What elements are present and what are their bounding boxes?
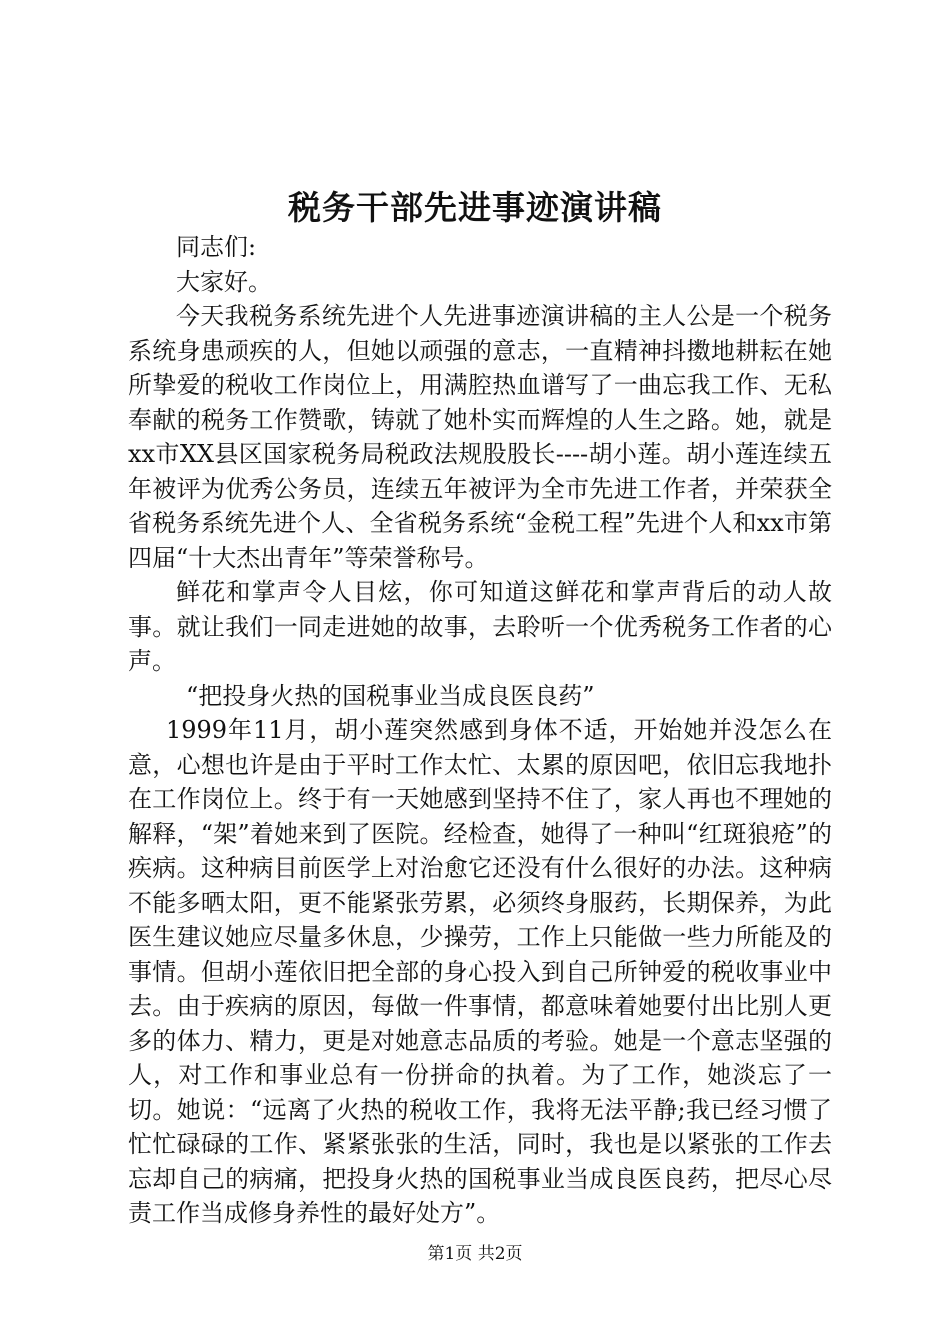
document-title: 税务干部先进事迹演讲稿: [288, 188, 662, 227]
page-footer: 第1页 共2页: [427, 1244, 523, 1264]
story-paragraph: 1999年11月，胡小莲突然感到身体不适，开始她并没怎么在意，心想也许是由于平时工作太忙、太累的原因吧，依旧忘我地扑在工作岗位上。终于有一天她感到坚持不住了，家人再也不理她的解释，“架”着她来到了医院。经检查，她得了一种叫“红斑狼疮”的疾病。这种病目前医学上对治愈它还没有什么很好的办法。这种病不能多晒太阳，更不能紧张劳累，必须终身服药，长期保养，为此医生建议她应尽量多休息，少操劳，工作上只能做一些力所能及的事情。但胡小莲依旧把全部的身心投入到自己所钟爱的税收事业中去。由于疾病的原因，每做一件事情，都意味着她要付出比别人更多的体力、精力，更是对她意志品质的考验。她是一个意志坚强的人，对工作和事业总有一份拼命的执着。为了工作，她淡忘了一切。她说：“远离了火热的税收工作，我将无法平静;我已经习惯了忙忙碌碌的工作、紧紧张张的生活，同时，我也是以紧张的工作去忘却自己的病痛，把投身火热的国税事业当成良医良药，把尽心尽责工作当成修身养性的最好处方”。: [128, 716, 832, 1227]
salutation-paragraph: 同志们:: [176, 233, 257, 261]
greeting-paragraph: 大家好。: [176, 267, 272, 296]
section-heading: “把投身火热的国税事业当成良医良药”: [186, 681, 595, 710]
document-body: [128, 230, 832, 1231]
transition-paragraph: 鲜花和掌声令人目炫，你可知道这鲜花和掌声背后的动人故事。就让我们一同走进她的故事，去聆听一个优秀税务工作者的心声。: [128, 578, 832, 675]
intro-paragraph: 今天我税务系统先进个人先进事迹演讲稿的主人公是一个税务系统身患顽疾的人，但她以顽强的意志，一直精神抖擞地耕耘在她所挚爱的税收工作岗位上，用满腔热血谱写了一曲忘我工作、无私奉献的税务工作赞歌，铸就了她朴实而辉煌的人生之路。她，就是xx市XX县区国家税务局税政法规股股长----胡小莲。胡小莲连续五年被评为优秀公务员，连续五年被评为全市先进工作者，并荣获全省税务系统先进个人、全省税务系统“金税工程”先进个人和xx市第四届“十大杰出青年”等荣誉称号。: [128, 302, 832, 572]
